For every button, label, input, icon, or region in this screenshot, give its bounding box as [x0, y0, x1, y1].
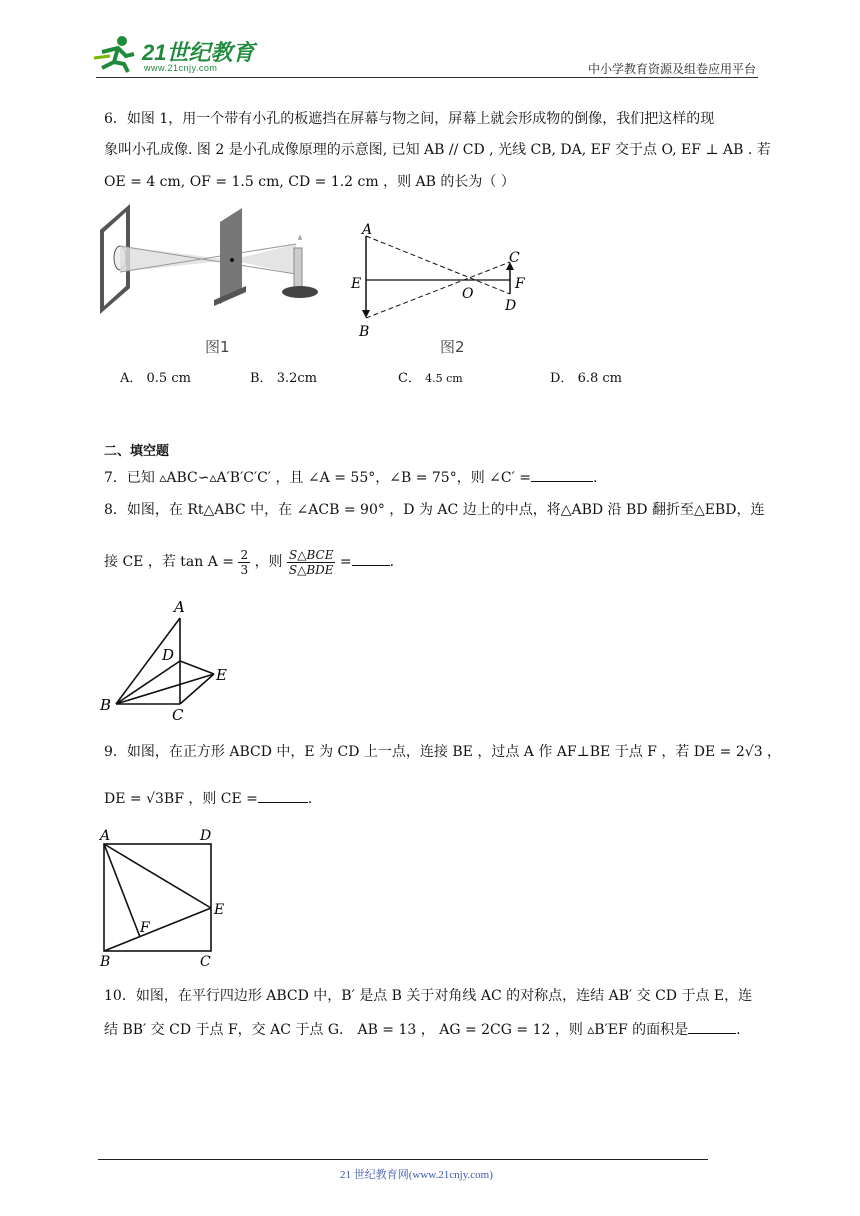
fig2-label-a: A [362, 222, 373, 238]
q8-text-b: ，则 [254, 554, 283, 570]
fig2-label-e: E [351, 276, 362, 292]
ratio-denominator: S△BDE [288, 562, 334, 577]
option-a[interactable] [120, 367, 191, 386]
q6-line2: 象叫小孔成像. 图 2 是小孔成像原理的示意图, 已知 AB // CD , 光线 CB, DA, EF 交于点 O, EF ⊥ AB . 若 [104, 142, 771, 158]
tan-denominator: 3 [240, 562, 249, 577]
q9-label-f: F [140, 920, 150, 936]
q8-line1: 8．如图，在 Rt△ABC 中，在 ∠ACB = 90° ，D 为 AC 边上的中点，将△ABD 沿 BD 翻折至△EBD，连 [104, 502, 765, 518]
option-a-text: 0.5 cm [146, 371, 191, 386]
tan-numerator: 2 [240, 547, 249, 562]
q8-line2 [104, 540, 394, 584]
figure-2-caption: 图2 [440, 338, 465, 356]
site-logo [92, 34, 262, 80]
ratio-numerator: S△BCE [289, 547, 334, 562]
q9-line2 [104, 788, 312, 809]
q8-label-a: A [174, 598, 185, 616]
q10-end: . [736, 1022, 741, 1038]
q7-end: . [592, 470, 598, 486]
figure-1-caption: 图1 [205, 338, 230, 356]
footer-divider [98, 1159, 708, 1160]
fig2-label-b: B [359, 324, 370, 340]
option-d-text: 6.8 cm [577, 371, 622, 386]
q8-end: . [389, 554, 395, 570]
q7-line [104, 467, 597, 488]
option-b-text: 3.2cm [276, 371, 317, 386]
q9-end: . [307, 791, 313, 807]
q8-label-d: D [162, 646, 175, 664]
option-c-key: C． [398, 371, 421, 386]
fig2-label-o: O [462, 286, 474, 302]
area-ratio-fraction [287, 548, 335, 577]
option-d[interactable] [550, 367, 622, 386]
fig2-label-c: C [509, 250, 520, 266]
logo-text: 21世纪教育 [142, 40, 255, 65]
logo-url: www.21cnjy.com [144, 63, 218, 73]
q8-triangle-figure [96, 596, 246, 724]
q9-label-e: E [214, 902, 225, 918]
q8-answer-blank[interactable] [352, 551, 390, 566]
q8-label-b: B [100, 696, 112, 714]
option-a-key: A． [120, 371, 143, 386]
q9-answer-blank[interactable] [258, 788, 308, 803]
option-b-key: B． [250, 371, 273, 386]
q10-text: 结 BB′ 交 CD 于点 F，交 AC 于点 G． AB = 13 ， AG = 2CG = 12 ，则 ▵B′EF 的面积是 [104, 1022, 689, 1038]
q6-line1: 6．如图 1，用一个带有小孔的板遮挡在屏幕与物之间，屏幕上就会形成物的倒像，我们把这样的现 [104, 111, 715, 127]
q10-answer-blank[interactable] [688, 1019, 736, 1034]
q8-text-a: 接 CE ，若 tan A = [104, 554, 235, 570]
fig2-label-f: F [515, 276, 525, 292]
header-divider [96, 77, 758, 78]
tan-fraction [238, 548, 250, 577]
q9-text: DE = √3BF ，则 CE = [104, 791, 258, 807]
option-c-text: 4.5 cm [425, 372, 463, 385]
fig2-label-d: D [505, 298, 517, 314]
q9-label-b: B [100, 954, 111, 970]
header-platform-text: 中小学教育资源及组卷应用平台 [587, 62, 756, 76]
section-title: 二、填空题 [104, 444, 170, 459]
q8-text-c: = [339, 554, 352, 570]
q9-label-c: C [200, 954, 211, 970]
runner-logo-icon [92, 34, 140, 74]
option-c[interactable] [398, 367, 463, 386]
q8-label-e: E [216, 666, 227, 684]
q7-answer-blank[interactable] [531, 467, 593, 482]
figure-2-pinhole-diagram [348, 222, 538, 342]
q9-line1: 9．如图，在正方形 ABCD 中，E 为 CD 上一点，连接 BE ，过点 A 作 AF⊥BE 于点 F ，若 DE = 2√3 ， [104, 744, 782, 760]
q9-label-a: A [100, 828, 111, 844]
q9-label-d: D [200, 828, 212, 844]
figure-1-pinhole-setup [96, 200, 326, 325]
footer-text[interactable]: 21 世纪教育网(www.21cnjy.com) [340, 1169, 493, 1181]
option-d-key: D． [550, 371, 574, 386]
q10-line2 [104, 1019, 741, 1040]
q6-line3: OE = 4 cm, OF = 1.5 cm, CD = 1.2 cm ，则 AB 的长为（ ） [104, 174, 515, 190]
q8-label-c: C [172, 706, 184, 724]
q9-square-figure [96, 824, 236, 970]
option-b[interactable] [250, 367, 317, 386]
q10-line1: 10．如图，在平行四边形 ABCD 中，B′ 是点 B 关于对角线 AC 的对称点，连结 AB′ 交 CD 于点 E，连 [104, 988, 753, 1004]
q7-text: 7．已知 ▵ABC∽▵A′B′C′C′ ，且 ∠A = 55°，∠B = 75°，则 ∠C′ = [104, 470, 531, 486]
